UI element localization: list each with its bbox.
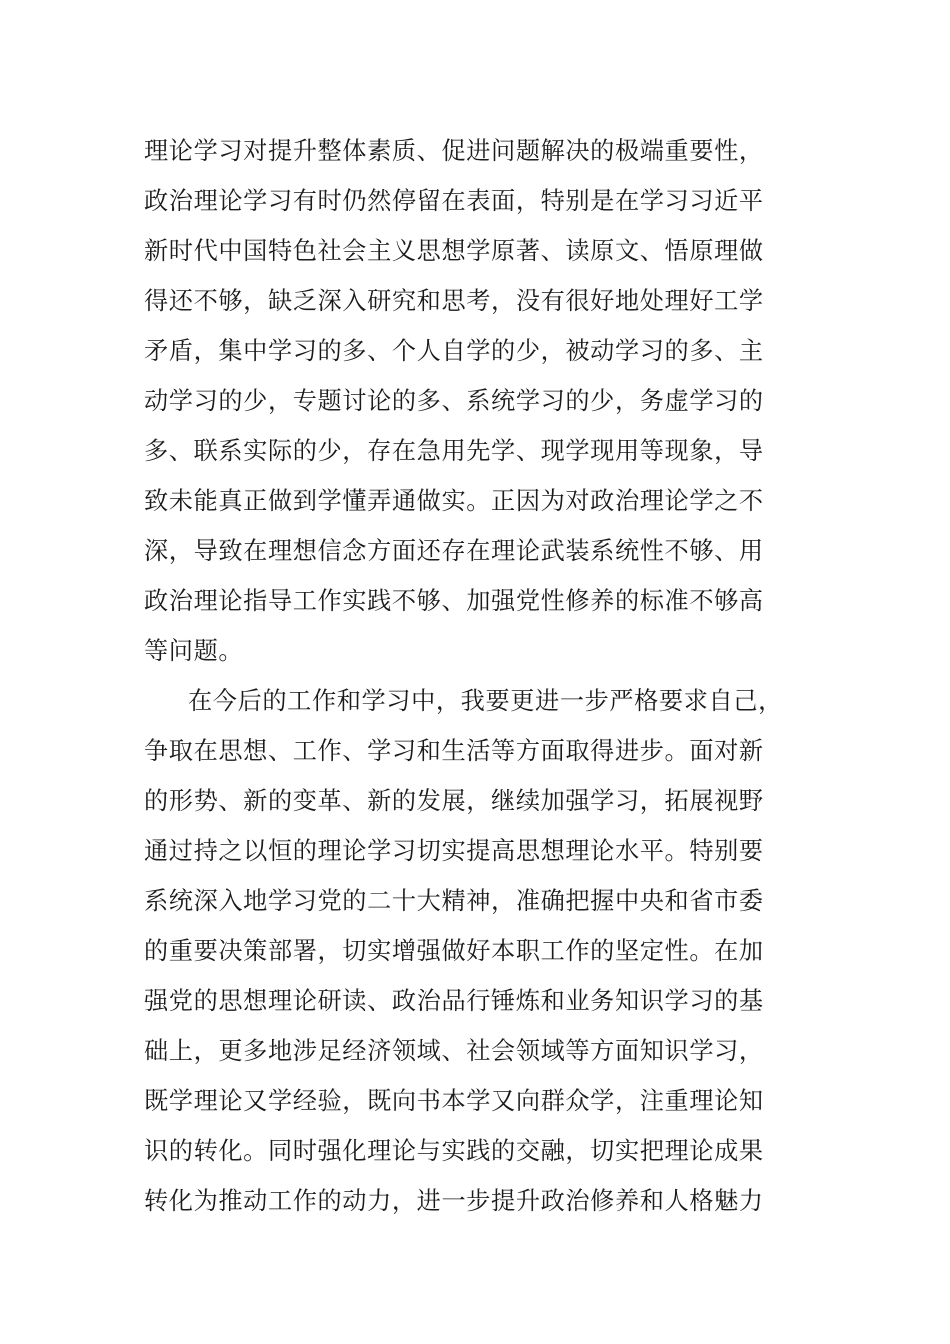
text-line: 础上，更多地涉足经济领域、社会领域等方面知识学习，	[144, 1037, 764, 1065]
text-line: 争取在思想、工作、学习和生活等方面取得进步。面对新	[144, 737, 764, 765]
text-line: 新时代中国特色社会主义思想学原著、读原文、悟原理做	[144, 237, 764, 265]
text-line: 政治理论指导工作实践不够、加强党性修养的标准不够高	[144, 587, 764, 615]
text-line: 多、联系实际的少，存在急用先学、现学现用等现象，导	[144, 437, 764, 465]
text-line: 得还不够，缺乏深入研究和思考，没有很好地处理好工学	[144, 287, 764, 315]
paragraph-2	[144, 676, 814, 1226]
paragraph-1	[144, 126, 814, 676]
text-line: 转化为推动工作的动力，进一步提升政治修养和人格魅力	[144, 1187, 764, 1215]
text-line: 深，导致在理想信念方面还存在理论武装系统性不够、用	[144, 537, 764, 565]
text-line: 既学理论又学经验，既向书本学又向群众学，注重理论知	[144, 1087, 764, 1115]
text-line: 动学习的少，专题讨论的多、系统学习的少，务虚学习的	[144, 387, 764, 415]
text-line: 的重要决策部署，切实增强做好本职工作的坚定性。在加	[144, 937, 764, 965]
text-line: 等问题。	[144, 637, 244, 665]
text-line: 识的转化。同时强化理论与实践的交融，切实把理论成果	[144, 1137, 764, 1165]
text-line: 的形势、新的变革、新的发展，继续加强学习，拓展视野	[144, 787, 764, 815]
text-line: 矛盾，集中学习的多、个人自学的少，被动学习的多、主	[144, 337, 764, 365]
text-line: 致未能真正做到学懂弄通做实。正因为对政治理论学之不	[144, 487, 764, 515]
text-line: 通过持之以恒的理论学习切实提高思想理论水平。特别要	[144, 837, 764, 865]
text-line: 理论学习对提升整体素质、促进问题解决的极端重要性，	[144, 137, 764, 165]
text-line: 系统深入地学习党的二十大精神，准确把握中央和省市委	[144, 887, 764, 915]
text-line: 强党的思想理论研读、政治品行锤炼和业务知识学习的基	[144, 987, 764, 1015]
text-line: 政治理论学习有时仍然停留在表面，特别是在学习习近平	[144, 187, 764, 215]
text-line: 在今后的工作和学习中，我要更进一步严格要求自己，	[188, 687, 783, 715]
document-body	[144, 126, 814, 1226]
